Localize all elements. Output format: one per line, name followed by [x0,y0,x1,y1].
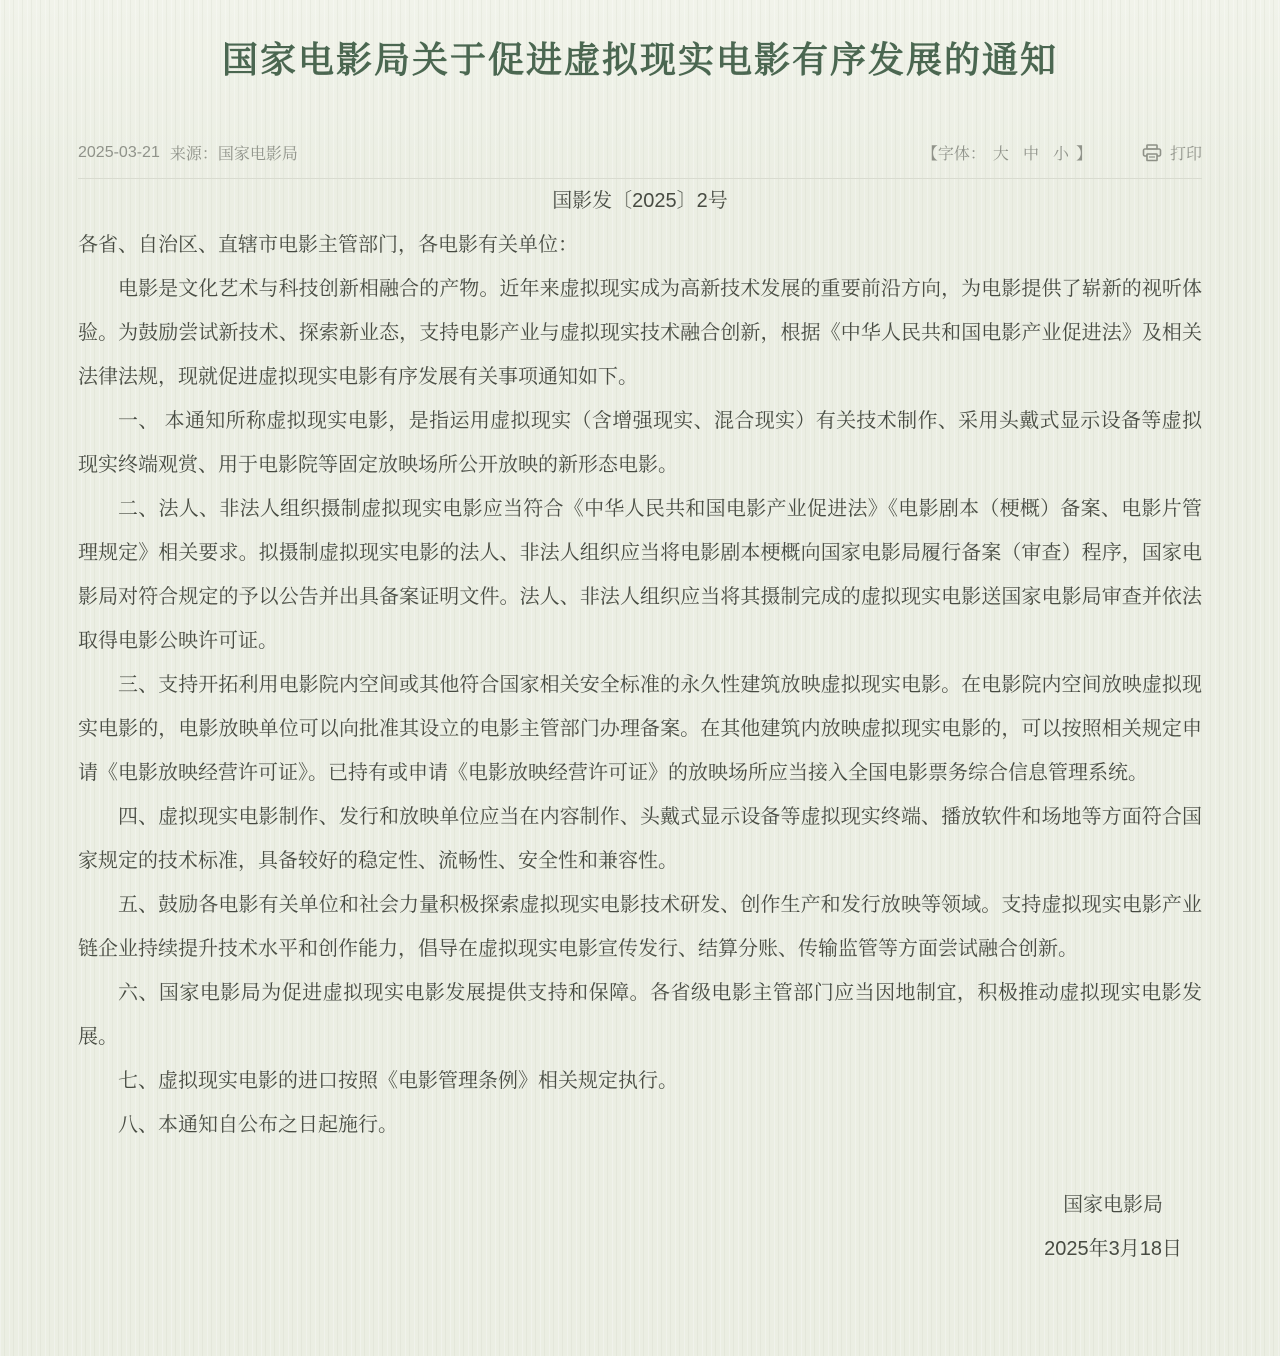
meta-bar [78,141,1202,164]
printer-icon [1142,144,1162,162]
paragraph-item-7: 七、虚拟现实电影的进口按照《电影管理条例》相关规定执行。 [118,1070,678,1093]
paragraph-item-5: 五、鼓励各电影有关单位和社会力量积极探索虚拟现实电影技术研发、创作生产和发行放映等领域。支持虚拟现实电影产业链企业持续提升技术水平和创作能力，倡导在虚拟现实电影宣传发行、结算分账、传输监管等方面尝试融合创新。 [78,894,1202,961]
article-meta [78,141,298,164]
doc-number: 国影发〔2025〕2号 [552,190,728,213]
meta-tools [922,141,1202,164]
font-widget-close-bracket: 】 [1075,146,1092,164]
paragraph-item-3: 三、支持开拓利用电影院内空间或其他符合国家相关安全标准的永久性建筑放映虚拟现实电影。在电影院内空间放映虚拟现实电影的，电影放映单位可以向批准其设立的电影主管部门办理备案。在其他建筑内放映虚拟现实电影的，可以按照相关规定申请《电影放映经营许可证》。已持有或申请《电影放映经营许可证》的放映场所应当接入全国电影票务综合信息管理系统。 [78,674,1202,785]
paragraph-item-8: 八、本通知自公布之日起施行。 [118,1114,398,1137]
paragraph-item-2: 二、法人、非法人组织摄制虚拟现实电影应当符合《中华人民共和国电影产业促进法》《电影剧本（梗概）备案、电影片管理规定》相关要求。拟摄制虚拟现实电影的法人、非法人组织应当将电影剧本梗概向国家电影局履行备案（审查）程序，国家电影局对符合规定的予以公告并出具备案证明文件。法人、非法人组织应当将其摄制完成的虚拟现实电影送国家电影局审查并依法取得电影公映许可证。 [78,498,1202,653]
paragraph-item-6: 六、国家电影局为促进虚拟现实电影发展提供支持和保障。各省级电影主管部门应当因地制宜，积极推动虚拟现实电影发展。 [78,982,1202,1049]
font-size-widget [922,141,1092,164]
print-button[interactable] [1142,141,1202,164]
print-label: 打印 [1169,146,1202,164]
salutation: 各省、自治区、直辖市电影主管部门，各电影有关单位： [78,234,578,257]
source-value: 国家电影局 [217,146,298,164]
font-size-medium-button[interactable]: 中 [1022,146,1039,164]
font-size-small-button[interactable]: 小 [1052,146,1069,164]
signature-org: 国家电影局 [1063,1194,1164,1217]
source-label: 来源： [169,146,218,164]
paragraph-intro: 电影是文化艺术与科技创新相融合的产物。近年来虚拟现实成为高新技术发展的重要前沿方向，为电影提供了崭新的视听体验。为鼓励尝试新技术、探索新业态，支持电影产业与虚拟现实技术融合创新，根据《中华人民共和国电影产业促进法》及相关法律法规，现就促进虚拟现实电影有序发展有关事项通知如下。 [78,278,1202,389]
paragraph-item-1: 一、 本通知所称虚拟现实电影，是指运用虚拟现实（含增强现实、混合现实）有关技术制作、采用头戴式显示设备等虚拟现实终端观赏、用于电影院等固定放映场所公开放映的新形态电影。 [78,410,1202,477]
font-size-large-button[interactable]: 大 [992,146,1009,164]
publish-date: 2025-03-21 [78,143,160,161]
page-title: 国家电影局关于促进虚拟现实电影有序发展的通知 [221,39,1058,80]
document-body [78,179,1202,1271]
font-widget-open-bracket: 【字体： [921,146,986,164]
signature-block [1044,1183,1182,1271]
signature-date: 2025年3月18日 [1044,1238,1182,1261]
paragraph-item-4: 四、虚拟现实电影制作、发行和放映单位应当在内容制作、头戴式显示设备等虚拟现实终端、播放软件和场地等方面符合国家规定的技术标准，具备较好的稳定性、流畅性、安全性和兼容性。 [78,806,1202,873]
